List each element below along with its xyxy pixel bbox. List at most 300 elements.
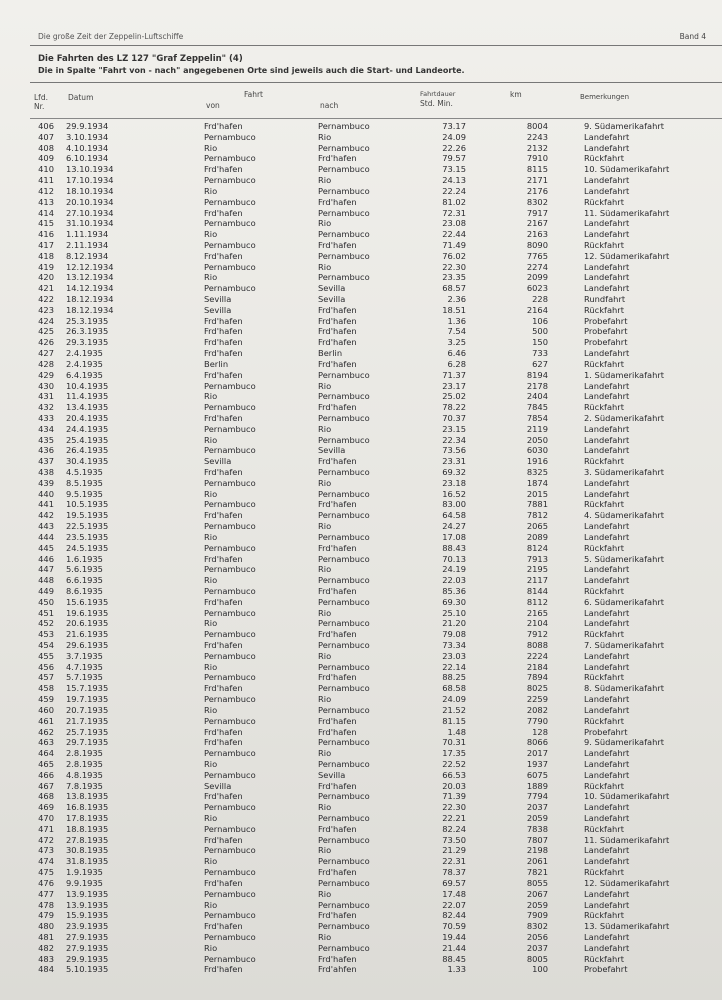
- table-row: [0, 597, 722, 608]
- cell-date: 12.12.1934: [66, 261, 114, 272]
- cell-dauer: 22.24: [442, 185, 466, 196]
- cell-remarks: 5. Südamerikafahrt: [584, 553, 665, 564]
- cell-dauer: 16.52: [442, 488, 466, 499]
- cell-dauer: 23.03: [442, 650, 466, 661]
- cell-nr: 466: [38, 769, 54, 780]
- cell-nach: Pernambuco: [318, 121, 370, 131]
- table-row: [0, 954, 722, 965]
- cell-km: 2056: [526, 931, 548, 942]
- cell-nr: 420: [38, 272, 54, 283]
- cell-dauer: 88.43: [442, 542, 466, 553]
- cell-nach: Pernambuco: [318, 164, 370, 175]
- cell-von: Pernambuco: [204, 380, 256, 391]
- cell-nr: 462: [38, 726, 54, 737]
- cell-dauer: 19.44: [442, 931, 466, 942]
- cell-nr: 418: [38, 250, 54, 261]
- cell-remarks: Landefahrt: [584, 434, 630, 445]
- cell-date: 19.5.1935: [66, 510, 109, 521]
- cell-nr: 479: [38, 910, 54, 921]
- cell-dauer: 22.07: [442, 899, 466, 910]
- cell-km: 1889: [526, 780, 548, 791]
- cell-date: 13.12.1934: [66, 272, 114, 283]
- cell-date: 21.7.1935: [66, 715, 109, 726]
- cell-nr: 421: [38, 283, 54, 294]
- cell-von: Rio: [204, 272, 218, 283]
- cell-dauer: 1.36: [447, 315, 466, 326]
- cell-km: 7917: [526, 207, 548, 218]
- cell-date: 29.9.1934: [66, 121, 109, 131]
- cell-km: 2224: [526, 650, 548, 661]
- cell-nr: 409: [38, 153, 54, 164]
- cell-von: Pernambuco: [204, 867, 256, 878]
- cell-dauer: 73.17: [442, 121, 466, 131]
- cell-von: Pernambuco: [204, 423, 256, 434]
- table-row: [0, 651, 722, 662]
- cell-remarks: Landefahrt: [584, 272, 630, 283]
- cell-date: 22.5.1935: [66, 521, 109, 532]
- cell-nach: Frd'ahfen: [318, 964, 357, 975]
- cell-von: Frd'hafen: [204, 412, 243, 423]
- table-row: [0, 240, 722, 251]
- cell-remarks: Rückfahrt: [584, 672, 624, 683]
- divider: [30, 118, 722, 119]
- cell-remarks: Landefahrt: [584, 942, 630, 953]
- cell-von: Frd'hafen: [204, 164, 243, 175]
- cell-date: 23.5.1935: [66, 531, 109, 542]
- cell-date: 9.5.1935: [66, 488, 103, 499]
- table-row: [0, 791, 722, 802]
- cell-km: 733: [532, 348, 548, 359]
- cell-nach: Rio: [318, 931, 332, 942]
- table-row: [0, 900, 722, 911]
- cell-km: 8115: [526, 164, 548, 175]
- cell-nach: Pernambuco: [318, 207, 370, 218]
- cell-von: Pernambuco: [204, 715, 256, 726]
- cell-remarks: Rückfahrt: [584, 953, 624, 964]
- cell-von: Pernambuco: [204, 564, 256, 575]
- cell-dauer: 1.33: [447, 964, 466, 975]
- cell-km: 6075: [526, 769, 548, 780]
- cell-nr: 425: [38, 326, 54, 337]
- cell-km: 2163: [526, 229, 548, 240]
- cell-von: Pernambuco: [204, 196, 256, 207]
- cell-date: 13.8.1935: [66, 791, 109, 802]
- cell-von: Rio: [204, 813, 218, 823]
- cell-dauer: 24.09: [442, 694, 466, 705]
- cell-von: Frd'hafen: [204, 121, 243, 131]
- cell-nr: 451: [38, 607, 54, 618]
- cell-km: 2017: [526, 748, 548, 759]
- cell-km: 106: [532, 315, 548, 326]
- table-row: [0, 218, 722, 229]
- cell-von: Rio: [204, 618, 218, 629]
- cell-remarks: Landefahrt: [584, 142, 630, 153]
- table-row: [0, 727, 722, 738]
- cell-von: Frd'hafen: [204, 921, 243, 932]
- cell-von: Sevilla: [204, 780, 232, 791]
- cell-von: Pernambuco: [204, 131, 256, 142]
- cell-remarks: Landefahrt: [584, 477, 630, 488]
- cell-nr: 413: [38, 196, 54, 207]
- table-row: [0, 575, 722, 586]
- cell-nach: Rio: [318, 802, 332, 813]
- cell-km: 7838: [526, 823, 548, 834]
- table-row: [0, 608, 722, 619]
- cell-nr: 480: [38, 921, 54, 932]
- cell-von: Pernambuco: [204, 585, 256, 596]
- table-row: [0, 132, 722, 143]
- cell-km: 8005: [526, 953, 548, 964]
- cell-nach: Pernambuco: [318, 488, 370, 499]
- divider: [30, 45, 722, 46]
- table-row: [0, 402, 722, 413]
- cell-date: 20.10.1934: [66, 196, 114, 207]
- cell-km: 2037: [526, 942, 548, 953]
- cell-dauer: 81.02: [442, 196, 466, 207]
- cell-date: 25.4.1935: [66, 434, 109, 445]
- cell-remarks: 2. Südamerikafahrt: [584, 412, 665, 423]
- cell-date: 18.12.1934: [66, 304, 114, 315]
- cell-nach: Rio: [318, 423, 332, 434]
- cell-remarks: Rückfahrt: [584, 499, 624, 510]
- cell-date: 18.10.1934: [66, 185, 114, 196]
- column-header-dauer-line1: Fahrtdauer: [420, 90, 456, 98]
- column-header-nach: nach: [320, 101, 339, 110]
- cell-remarks: Rückfahrt: [584, 358, 624, 369]
- cell-remarks: Landefahrt: [584, 423, 630, 434]
- cell-von: Pernambuco: [204, 521, 256, 532]
- cell-dauer: 73.50: [442, 834, 466, 845]
- cell-nach: Pernambuco: [318, 737, 370, 748]
- cell-nach: Pernambuco: [318, 412, 370, 423]
- cell-remarks: Rückfahrt: [584, 542, 624, 553]
- cell-von: Rio: [204, 391, 218, 402]
- cell-remarks: 9. Südamerikafahrt: [584, 121, 665, 131]
- cell-km: 8124: [526, 542, 548, 553]
- cell-dauer: 23.18: [442, 477, 466, 488]
- cell-date: 5.7.1935: [66, 672, 103, 683]
- cell-remarks: Landefahrt: [584, 748, 630, 759]
- cell-remarks: Probefahrt: [584, 726, 628, 737]
- cell-km: 150: [532, 337, 548, 348]
- cell-km: 2132: [526, 142, 548, 153]
- cell-von: Frd'hafen: [204, 640, 243, 650]
- cell-von: Pernambuco: [204, 218, 256, 229]
- cell-nach: Pernambuco: [318, 391, 370, 402]
- cell-nr: 484: [38, 964, 54, 975]
- cell-remarks: Landefahrt: [584, 802, 630, 813]
- cell-dauer: 22.52: [442, 758, 466, 769]
- cell-nach: Frd'hafen: [318, 585, 357, 596]
- table-row: [0, 381, 722, 392]
- cell-nach: Pernambuco: [318, 553, 370, 564]
- table-row: [0, 435, 722, 446]
- cell-von: Pernambuco: [204, 175, 256, 186]
- cell-von: Frd'hafen: [204, 737, 243, 748]
- cell-dauer: 2.36: [447, 294, 466, 304]
- cell-remarks: Landefahrt: [584, 650, 630, 661]
- cell-nr: 476: [38, 877, 54, 888]
- cell-dauer: 70.31: [442, 737, 466, 748]
- cell-von: Pernambuco: [204, 748, 256, 759]
- cell-date: 11.4.1935: [66, 391, 109, 402]
- cell-date: 20.6.1935: [66, 618, 109, 629]
- cell-dauer: 25.10: [442, 607, 466, 618]
- table-row: [0, 251, 722, 262]
- cell-nach: Rio: [318, 521, 332, 532]
- cell-date: 9.9.1935: [66, 877, 103, 888]
- table-row: [0, 813, 722, 824]
- cell-date: 29.6.1935: [66, 640, 109, 650]
- cell-nr: 417: [38, 239, 54, 250]
- cell-von: Rio: [204, 142, 218, 153]
- cell-dauer: 79.57: [442, 153, 466, 164]
- cell-dauer: 17.35: [442, 748, 466, 759]
- cell-dauer: 21.20: [442, 618, 466, 629]
- cell-remarks: 11. Südamerikafahrt: [584, 207, 670, 218]
- cell-von: Rio: [204, 661, 218, 672]
- cell-nach: Frd'hafen: [318, 153, 357, 164]
- cell-remarks: Landefahrt: [584, 856, 630, 867]
- cell-km: 1937: [526, 758, 548, 769]
- cell-km: 1874: [526, 477, 548, 488]
- cell-date: 2.8.1935: [66, 758, 103, 769]
- table-row: [0, 564, 722, 575]
- cell-nr: 474: [38, 856, 54, 867]
- cell-von: Frd'hafen: [204, 348, 243, 359]
- cell-von: Pernambuco: [204, 402, 256, 413]
- cell-remarks: Landefahrt: [584, 261, 630, 272]
- table-row: [0, 856, 722, 867]
- cell-remarks: 12. Südamerikafahrt: [584, 250, 670, 261]
- cell-km: 2061: [526, 856, 548, 867]
- cell-date: 24.5.1935: [66, 542, 109, 553]
- cell-remarks: Landefahrt: [584, 661, 630, 672]
- cell-remarks: Landefahrt: [584, 131, 630, 142]
- table-row: [0, 532, 722, 543]
- cell-km: 2082: [526, 704, 548, 715]
- cell-dauer: 18.51: [442, 304, 466, 315]
- cell-date: 5.6.1935: [66, 564, 103, 575]
- column-header-von: von: [206, 101, 220, 110]
- cell-von: Frd'hafen: [204, 726, 243, 737]
- table-row: [0, 618, 722, 629]
- table-row: [0, 175, 722, 186]
- cell-nr: 478: [38, 899, 54, 910]
- table-row: [0, 424, 722, 435]
- cell-dauer: 23.08: [442, 218, 466, 229]
- table-row: [0, 143, 722, 154]
- cell-von: Rio: [204, 434, 218, 445]
- cell-dauer: 23.35: [442, 272, 466, 283]
- cell-nr: 426: [38, 337, 54, 348]
- cell-nach: Pernambuco: [318, 142, 370, 153]
- cell-remarks: 10. Südamerikafahrt: [584, 791, 670, 802]
- cell-remarks: 6. Südamerikafahrt: [584, 596, 665, 607]
- cell-date: 4.8.1935: [66, 769, 103, 780]
- cell-dauer: 66.53: [442, 769, 466, 780]
- cell-von: Rio: [204, 488, 218, 499]
- cell-nr: 423: [38, 304, 54, 315]
- cell-nach: Frd'hafen: [318, 629, 357, 640]
- cell-nach: Pernambuco: [318, 434, 370, 445]
- cell-von: Frd'hafen: [204, 337, 243, 348]
- table-row: [0, 359, 722, 370]
- column-header-remarks: Bemerkungen: [580, 93, 630, 101]
- cell-nach: Pernambuco: [318, 640, 370, 650]
- cell-km: 7854: [526, 412, 548, 423]
- column-header-nr: [34, 93, 48, 111]
- cell-dauer: 21.29: [442, 845, 466, 856]
- cell-remarks: Landefahrt: [584, 445, 630, 456]
- cell-nach: Pernambuco: [318, 272, 370, 283]
- cell-von: Pernambuco: [204, 672, 256, 683]
- cell-nr: 475: [38, 867, 54, 878]
- cell-km: 7912: [526, 629, 548, 640]
- cell-date: 4.10.1934: [66, 142, 109, 153]
- cell-nach: Pernambuco: [318, 877, 370, 888]
- cell-nr: 407: [38, 131, 54, 142]
- cell-nr: 454: [38, 640, 54, 650]
- cell-nr: 481: [38, 931, 54, 942]
- cell-remarks: 11. Südamerikafahrt: [584, 834, 670, 845]
- cell-date: 7.8.1935: [66, 780, 103, 791]
- table-row: [0, 186, 722, 197]
- cell-date: 6.10.1934: [66, 153, 109, 164]
- cell-dauer: 79.08: [442, 629, 466, 640]
- cell-nach: Rio: [318, 477, 332, 488]
- cell-km: 8025: [526, 683, 548, 694]
- cell-date: 26.3.1935: [66, 326, 109, 337]
- cell-date: 31.8.1935: [66, 856, 109, 867]
- cell-von: Rio: [204, 899, 218, 910]
- cell-km: 2117: [526, 575, 548, 586]
- cell-von: Pernambuco: [204, 888, 256, 899]
- cell-nr: 450: [38, 596, 54, 607]
- cell-nach: Pernambuco: [318, 791, 370, 802]
- cell-nach: Pernambuco: [318, 921, 370, 932]
- cell-km: 7845: [526, 402, 548, 413]
- cell-von: Frd'hafen: [204, 467, 243, 477]
- cell-nach: Pernambuco: [318, 813, 370, 823]
- table-row: [0, 878, 722, 889]
- cell-dauer: 22.30: [442, 261, 466, 272]
- cell-von: Pernambuco: [204, 607, 256, 618]
- cell-dauer: 7.54: [447, 326, 466, 337]
- cell-km: 2274: [526, 261, 548, 272]
- cell-nr: 459: [38, 694, 54, 705]
- cell-date: 24.4.1935: [66, 423, 109, 434]
- cell-remarks: 3. Südamerikafahrt: [584, 467, 665, 477]
- cell-km: 2195: [526, 564, 548, 575]
- cell-date: 1.6.1935: [66, 553, 103, 564]
- cell-dauer: 22.44: [442, 229, 466, 240]
- cell-nach: Frd'hafen: [318, 867, 357, 878]
- cell-dauer: 22.31: [442, 856, 466, 867]
- cell-von: Pernambuco: [204, 445, 256, 456]
- cell-dauer: 20.03: [442, 780, 466, 791]
- table-row: [0, 770, 722, 781]
- cell-nr: 439: [38, 477, 54, 488]
- cell-km: 2065: [526, 521, 548, 532]
- cell-dauer: 22.14: [442, 661, 466, 672]
- cell-remarks: 8. Südamerikafahrt: [584, 683, 665, 694]
- cell-nr: 467: [38, 780, 54, 791]
- flight-table: [0, 121, 722, 975]
- cell-nr: 483: [38, 953, 54, 964]
- cell-dauer: 64.58: [442, 510, 466, 521]
- cell-dauer: 70.13: [442, 553, 466, 564]
- cell-remarks: Probefahrt: [584, 337, 628, 348]
- cell-km: 7910: [526, 153, 548, 164]
- cell-von: Rio: [204, 185, 218, 196]
- cell-dauer: 68.57: [442, 283, 466, 294]
- table-row: [0, 943, 722, 954]
- cell-date: 13.10.1934: [66, 164, 114, 175]
- cell-dauer: 76.02: [442, 250, 466, 261]
- cell-date: 13.9.1935: [66, 899, 109, 910]
- cell-remarks: 1. Südamerikafahrt: [584, 369, 665, 380]
- cell-km: 7894: [526, 672, 548, 683]
- table-row: [0, 391, 722, 402]
- table-row: [0, 554, 722, 565]
- column-header-km: km: [510, 90, 522, 99]
- cell-von: Pernambuco: [204, 953, 256, 964]
- table-row: [0, 845, 722, 856]
- cell-remarks: Rückfahrt: [584, 715, 624, 726]
- table-row: [0, 835, 722, 846]
- cell-remarks: 13. Südamerikafahrt: [584, 921, 670, 932]
- cell-remarks: Landefahrt: [584, 348, 630, 359]
- table-row: [0, 964, 722, 975]
- cell-nach: Frd'hafen: [318, 456, 357, 467]
- cell-nr: 415: [38, 218, 54, 229]
- cell-date: 26.4.1935: [66, 445, 109, 456]
- cell-dauer: 17.48: [442, 888, 466, 899]
- cell-remarks: Rückfahrt: [584, 629, 624, 640]
- cell-nach: Frd'hafen: [318, 358, 357, 369]
- cell-von: Pernambuco: [204, 910, 256, 921]
- cell-dauer: 73.15: [442, 164, 466, 175]
- table-row: [0, 121, 722, 132]
- cell-date: 25.3.1935: [66, 315, 109, 326]
- cell-nach: Pernambuco: [318, 369, 370, 380]
- table-row: [0, 921, 722, 932]
- cell-dauer: 71.39: [442, 791, 466, 802]
- cell-dauer: 6.28: [447, 358, 466, 369]
- cell-nach: Pernambuco: [318, 250, 370, 261]
- cell-von: Pernambuco: [204, 261, 256, 272]
- cell-km: 128: [532, 726, 548, 737]
- cell-nr: 461: [38, 715, 54, 726]
- table-row: [0, 932, 722, 943]
- cell-nr: 447: [38, 564, 54, 575]
- cell-remarks: Landefahrt: [584, 229, 630, 240]
- table-row: [0, 543, 722, 554]
- cell-km: 228: [532, 294, 548, 304]
- cell-nr: 445: [38, 542, 54, 553]
- cell-dauer: 24.13: [442, 175, 466, 186]
- cell-date: 1.9.1935: [66, 867, 103, 878]
- cell-date: 27.9.1935: [66, 942, 109, 953]
- cell-nach: Pernambuco: [318, 531, 370, 542]
- cell-nach: Rio: [318, 845, 332, 856]
- cell-von: Rio: [204, 575, 218, 586]
- cell-remarks: Rückfahrt: [584, 402, 624, 413]
- cell-nach: Rio: [318, 888, 332, 899]
- table-row: [0, 348, 722, 359]
- cell-remarks: Landefahrt: [584, 488, 630, 499]
